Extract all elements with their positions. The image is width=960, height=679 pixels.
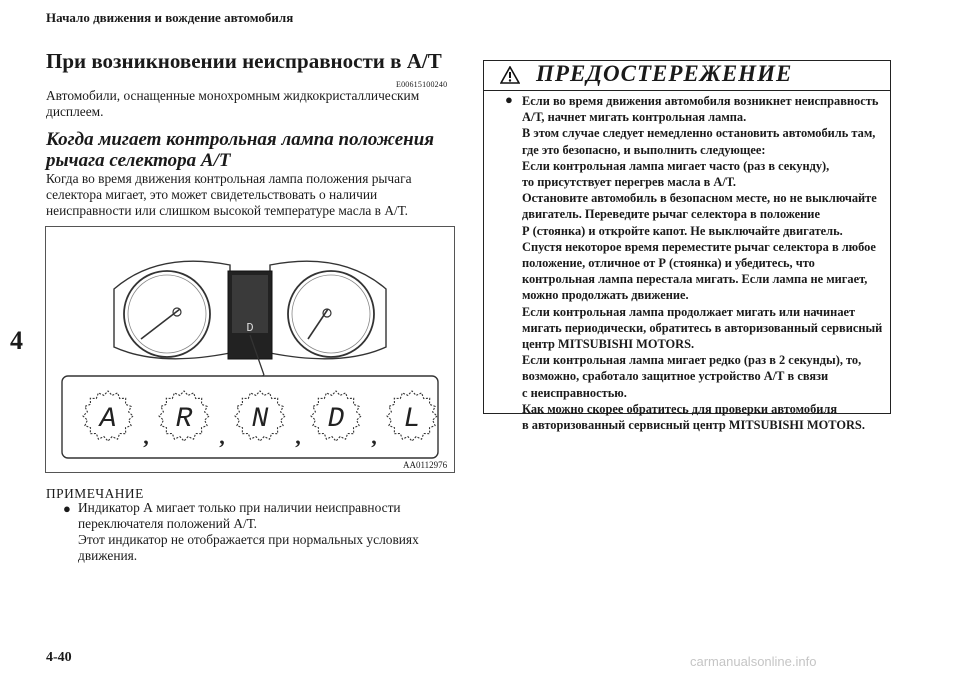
- warning-line: Р (стоянка) и откройте капот. Не выключайте двигатель.: [522, 223, 843, 238]
- warning-line: то присутствует перегрев масла в А/Т.: [522, 175, 736, 190]
- note-line: движения.: [78, 548, 138, 563]
- warning-line: контрольная лампа перестала мигать. Если лампа не мигает,: [522, 272, 868, 287]
- gear-badge-r: [159, 391, 209, 441]
- warning-line: Остановите автомобиль в безопасном месте, но не выключайте: [522, 191, 877, 206]
- warning-line: В этом случае следует немедленно остановить автомобиль там,: [522, 126, 876, 141]
- warning-line: центр MITSUBISHI MOTORS.: [522, 337, 695, 352]
- gear-badge-d: [311, 391, 361, 441]
- gear-badge-label: N: [251, 404, 269, 435]
- warning-text: [522, 93, 884, 433]
- warning-line: можно продолжать движение.: [522, 288, 689, 303]
- warning-line: Если контрольная лампа мигает часто (раз в секунду),: [522, 158, 830, 173]
- subsection-title-line2: рычага селектора А/Т: [46, 150, 231, 171]
- gear-separator: ,: [219, 424, 225, 449]
- warning-line: двигатель. Переведите рычаг селектора в положение: [522, 207, 820, 222]
- warning-line: Спустя некоторое время переместите рычаг селектора в любое: [522, 239, 876, 254]
- warning-line: возможно, сработало защитное устройство А/Т в связи: [522, 369, 829, 384]
- watermark: carmanualsonline.info: [690, 654, 817, 669]
- warning-line: Если контрольная лампа продолжает мигать или начинает: [522, 304, 856, 319]
- section-code: E00615100240: [396, 80, 448, 89]
- warning-line: положение, отличное от Р (стоянка) и убедитесь, что: [522, 256, 815, 271]
- section-title: При возникновении неисправности в А/Т: [46, 49, 442, 73]
- warning-line: Если во время движения автомобиля возникнет неисправность: [522, 94, 879, 108]
- gear-badge-label: R: [175, 404, 193, 435]
- subsection-body: Когда во время движения контрольная лампа положения рычага селектора мигает, это может свидетельствовать о наличии неисправности или слишком высокой температуре масла в А/Т.: [46, 171, 412, 218]
- note-line: переключателя положений А/Т.: [78, 516, 257, 531]
- chapter-number: 4: [10, 326, 23, 355]
- note-text: [78, 500, 453, 564]
- instrument-cluster-figure: [45, 226, 455, 473]
- subsection-title-line1: Когда мигает контрольная лампа положения: [46, 129, 435, 150]
- gear-separator: ,: [371, 424, 377, 449]
- running-header: Начало движения и вождение автомобиля: [46, 10, 294, 25]
- warning-line: в авторизованный сервисный центр MITSUBISHI MOTORS.: [522, 418, 865, 433]
- warning-triangle-icon: [500, 66, 520, 84]
- warning-line: где это безопасно, и выполнить следующее:: [522, 142, 766, 157]
- gear-badge-n: [235, 391, 285, 441]
- gear-badge-label: A: [99, 404, 117, 435]
- gear-badge-label: L: [403, 404, 421, 435]
- note-line: Этот индикатор не отображается при нормальных условиях: [78, 532, 419, 547]
- subsection-title: [46, 129, 456, 171]
- warning-line: Если контрольная лампа мигает редко (раз в 2 секунды), то,: [522, 353, 862, 368]
- page-number: 4-40: [46, 650, 72, 665]
- instrument-cluster-illustration: [46, 227, 454, 472]
- gear-badge-a: [83, 391, 133, 441]
- warning-title: ПРЕДОСТЕРЕЖЕНИЕ: [536, 61, 793, 86]
- note-title: ПРИМЕЧАНИЕ: [46, 486, 144, 501]
- figure-code: AA0112976: [403, 460, 448, 470]
- gear-separator: ,: [295, 424, 301, 449]
- warning-line: с неисправностью.: [522, 385, 627, 400]
- note-bullet: ●: [63, 501, 71, 516]
- section-intro: Автомобили, оснащенные монохромным жидкокристаллическим дисплеем.: [46, 88, 420, 119]
- warning-line: Как можно скорее обратитесь для проверки автомобиля: [522, 401, 838, 416]
- warning-line: мигать периодически, обратитесь в авторизованный сервисный: [522, 320, 883, 335]
- speedometer-gauge: [124, 271, 210, 357]
- warning-line: А/Т, начнет мигать контрольная лампа.: [522, 110, 747, 125]
- gear-badge-label: D: [327, 404, 345, 435]
- note-line: Индикатор А мигает только при наличии неисправности: [78, 500, 401, 515]
- lcd-indicator-text: D: [246, 321, 254, 335]
- warning-bullet: ●: [505, 92, 513, 107]
- gear-separator: ,: [143, 424, 149, 449]
- gear-badge-l: [387, 391, 437, 441]
